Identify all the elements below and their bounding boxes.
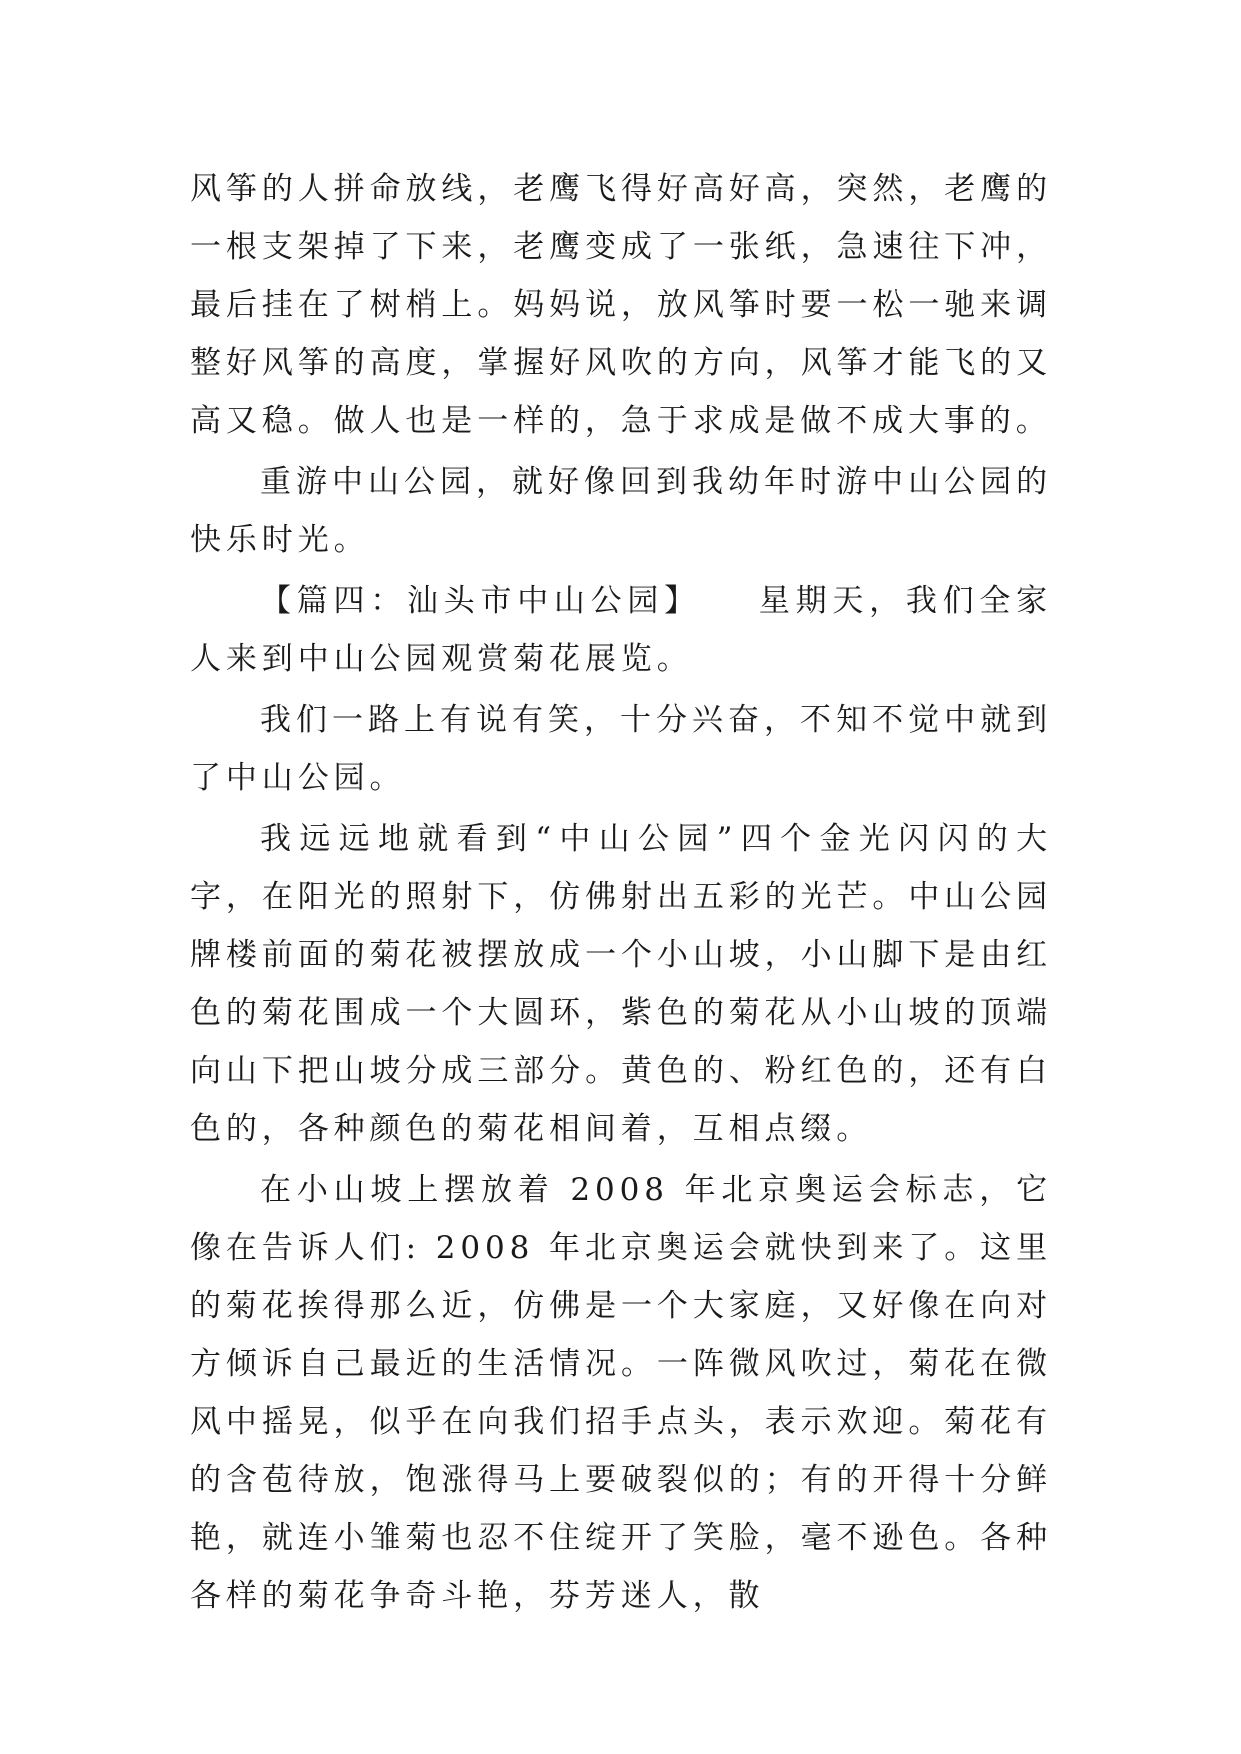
paragraph-olympic-logo: 在小山坡上摆放着 2008 年北京奥运会标志，它像在告诉人们: 2008 年北京奥运会就快到来了。这里的菊花挨得那么近，仿佛是一个大家庭，又好像在向对方倾诉自己最近的生活情况。一阵微风吹过，菊花在微风中摇晃，似乎在向我们招手点头，表示欢迎。菊花有的含苞待放，饱涨得马上要破裂似的；有的开得十分鲜艳，就连小雏菊也忍不住绽开了笑脸，毫不逊色。各种各样的菊花争奇斗艳，芬芳迷人，散: [190, 1172, 1052, 1614]
paragraph-kite: 风筝的人拼命放线，老鹰飞得好高好高，突然，老鹰的一根支架掉了下来，老鹰变成了一张纸，急速往下冲，最后挂在了树梢上。妈妈说，放风筝时要一松一驰来调整好风筝的高度，掌握好风吹的方向，风筝才能飞的又高又稳。做人也是一样的，急于求成是做不成大事的。: [190, 171, 1052, 439]
document-page: [190, 160, 1052, 1628]
paragraph-arrival: 我们一路上有说有笑，十分兴奋，不知不觉中就到了中山公园。: [190, 702, 1052, 796]
paragraph-revisit-park: 重游中山公园，就好像回到我幼年时游中山公园的快乐时光。: [190, 464, 1052, 558]
paragraph-chrysanthemum-hill: 我远远地就看到“中山公园”四个金光闪闪的大字，在阳光的照射下，仿佛射出五彩的光芒。中山公园牌楼前面的菊花被摆放成一个小山坡，小山脚下是由红色的菊花围成一个大圆环，紫色的菊花从小山坡的顶端向山下把山坡分成三部分。黄色的、粉红色的，还有白色的，各种颜色的菊花相间着，互相点缀。: [190, 821, 1052, 1147]
paragraph-chapter-four-heading: 【篇四：汕头市中山公园】 星期天，我们全家人来到中山公园观赏菊花展览。: [190, 583, 1052, 677]
